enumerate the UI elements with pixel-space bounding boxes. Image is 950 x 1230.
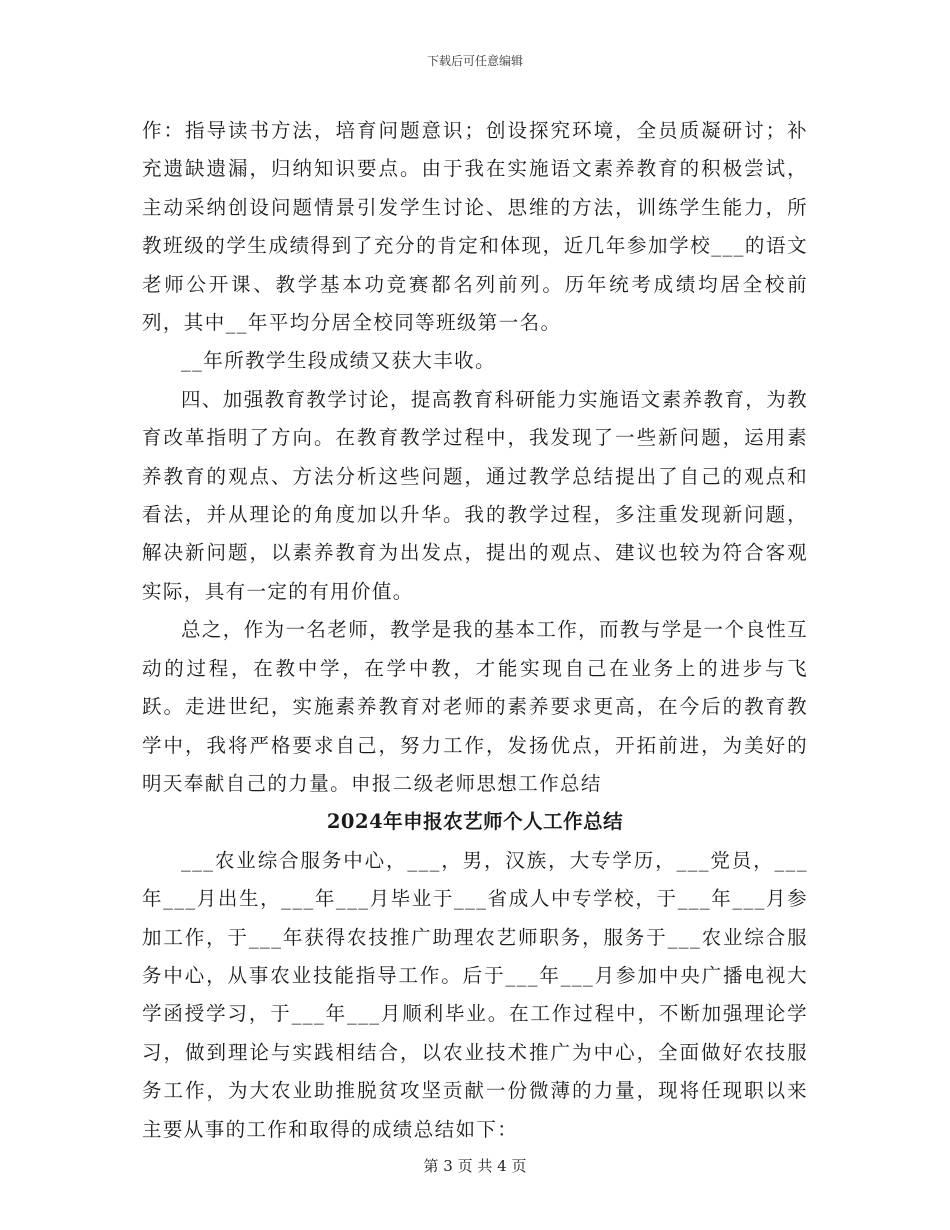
paragraph-research: 四、加强教育教学讨论，提高教育科研能力实施语文素养教育，为教育改革指明了方向。在教育教学过程中，我发现了一些新问题，运用素养教育的观点、方法分析这些问题，通过教学总结提出了自己的观点和看法，并从理论的角度加以升华。我的教学过程，多注重发现新问题，解决新问题，以素养教育为出发点，提出的观点、建议也较为符合客观实际，具有一定的有用价值。 <box>142 387 809 603</box>
paragraph-introduction: ___农业综合服务中心，___，男，汉族，大专学历，___党员，___年___月出生，___年___月毕业于___省成人中专学校，于___年___月参加工作，于___年获得农技推广助理农艺师职务，服务于___农业综合服务中心，从事农业技能指导工作。后于___年___月参加中央广播电视大学函授学习，于___年___月顺利毕业。在工作过程中，不断加强理论学习，做到理论与实践相结合，以农业技术推广为中心，全面做好农技服务工作，为大农业助推脱贫攻坚贡献一份微薄的力量，现将任现职以来主要从事的工作和取得的成绩总结如下： <box>142 848 808 1141</box>
section-title: 2024年申报农艺师个人工作总结 <box>326 810 624 834</box>
document-body <box>142 112 808 1149</box>
paragraph-conclusion: 总之，作为一名老师，教学是我的基本工作，而教与学是一个良性互动的过程，在教中学，在学中教，才能实现自己在业务上的进步与飞跃。走进世纪，实施素养教育对老师的素养要求更高，在今后的教育教学中，我将严格要求自己，努力工作，发扬优点，开拓前进，为美好的明天奉献自己的力量。申报二级老师思想工作总结 <box>142 618 809 795</box>
page-header: 下载后可任意编辑 <box>426 54 523 68</box>
paragraph-year-result: __年所教学生段成绩又获大丰收。 <box>181 349 496 373</box>
page-footer: 第 3 页 共 4 页 <box>423 1157 527 1175</box>
paragraph-continuation: 作：指导读书方法，培育问题意识；创设探究环境，全员质凝研讨；补充遗缺遗漏，归纳知识要点。由于我在实施语文素养教育的积极尝试，主动采纳创设问题情景引发学生讨论、思维的方法，训练学生能力，所教班级的学生成绩得到了充分的肯定和体现，近几年参加学校___的语文老师公开课、教学基本功竞赛都名列前列。历年统考成绩均居全校前列，其中__年平均分居全校同等班级第一名。 <box>142 119 808 335</box>
